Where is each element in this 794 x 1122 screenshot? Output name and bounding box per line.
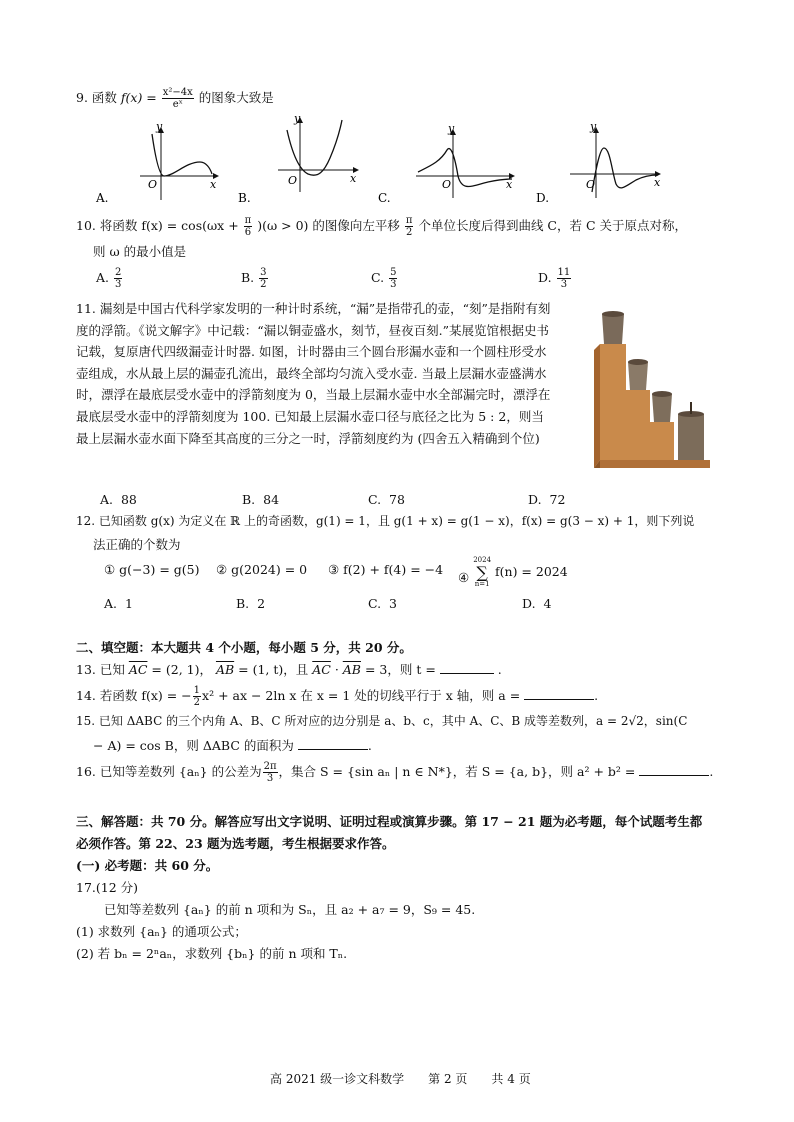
q11-text: 11. 漏刻是中国古代科学家发明的一种计时系统，“漏”是指带孔的壶，“刻”是指附有刻度的浮箭。《说文解字》中记载：“漏以铜壶盛水，刻节，昼夜百刻.”某展览馆根据史书记载，复原唐代四级漏壶计时器. 如图，计时器由三个圆台形漏水壶和一个圆柱形受水壶组成，水从最上层的漏壶孔流出，最终全部均匀流入受水壶. 当最上层漏水壶盛满水时，漂浮在最底层受水壶中的浮箭刻度为 0，当最上层漏水壶中水全部漏完时，漂浮在最底层受水壶中的浮箭刻度为 100. 已知最上层漏水壶口径与底径之比为 5 : 2，则当最上层漏水壶水面下降至其高度的三分之一时，浮箭刻度约为 (四舍五入精确到个位) xyxy=(76,301,551,446)
graph-a-y-label: y xyxy=(156,120,163,133)
q12-statement-4: ④ 2024 ∑ n=1 f(n) = 2024 xyxy=(458,556,568,588)
q17-part2: (2) 若 bₙ = 2ⁿaₙ，求数列 {bₙ} 的前 n 项和 Tₙ. xyxy=(76,946,348,961)
section2-title: 二、填空题：本大题共 4 个小题，每小题 5 分，共 20 分。 xyxy=(76,640,412,655)
q16-answer-blank[interactable] xyxy=(639,775,709,776)
q15-line1: 15. 已知 ΔABC 的三个内角 A、B、C 所对应的边分别是 a、b、c，其中 A、C、B 成等差数列，a = 2√2，sin(C xyxy=(76,714,688,728)
q12-option-c: C. 3 xyxy=(368,596,397,611)
q15-line2: − A) = cos B，则 ΔABC 的面积为 . xyxy=(93,738,372,753)
graph-c xyxy=(378,122,514,205)
graph-d-x-label: x xyxy=(654,176,661,189)
graph-d xyxy=(536,120,661,205)
q14: 14. 若函数 f(x) = − $\frac{1}{2}$ x² + ax − 2ln x 在 x = 1 处的切线平行于 x 轴，则 a = . xyxy=(76,685,599,708)
graph-b-y-label: y xyxy=(294,112,301,125)
q12-statement-2: ② g(2024) = 0 xyxy=(216,562,308,577)
q12-line1: 12. 已知函数 g(x) 为定义在 ℝ 上的奇函数，g(1) = 1，且 g(1 + x) = g(1 − x)，f(x) = g(3 − x) + 1，则下列说 xyxy=(76,514,695,528)
graph-d-origin: O xyxy=(586,178,596,191)
graph-b xyxy=(238,112,358,205)
page-footer: 高 2021 级一诊文科数学 第 2 页 共 4 页 xyxy=(270,1072,531,1086)
q10-option-c: C. $\frac{5}{3}$ xyxy=(371,267,397,290)
q11-option-a: A. 88 xyxy=(100,492,137,507)
section3-subtitle: (一) 必考题：共 60 分。 xyxy=(76,858,219,873)
q13-answer-blank[interactable] xyxy=(440,673,494,674)
graph-a xyxy=(95,120,218,205)
q9-stem: 9. 函数 f(x) = $\frac{\text{x²−4x}}{\text{eˣ}}$ 的图象大致是 xyxy=(76,87,274,110)
q10-options xyxy=(0,266,794,296)
q14-answer-blank[interactable] xyxy=(524,699,594,700)
graph-a-label: A. xyxy=(96,191,109,205)
graph-a-origin: O xyxy=(148,178,158,191)
graph-d-y-label: y xyxy=(590,120,597,133)
graph-b-x-label: x xyxy=(350,172,357,185)
graph-d-label: D. xyxy=(536,191,550,205)
q15-answer-blank[interactable] xyxy=(298,749,368,750)
graph-c-origin: O xyxy=(442,178,452,191)
q11-option-d: D. 72 xyxy=(528,492,566,507)
section3-title-line1: 三、解答题：共 70 分。解答应写出文字说明、证明过程或演算步骤。第 17 − 21 题为必考题，每个试题考生都 xyxy=(76,814,703,829)
clepsydra-image xyxy=(590,298,720,484)
graph-c-y-label: y xyxy=(448,122,455,135)
graph-c-label: C. xyxy=(378,191,391,205)
q12-statements xyxy=(0,556,794,590)
q12-option-d: D. 4 xyxy=(522,596,552,611)
q12-options xyxy=(0,592,794,616)
q10-option-a: A. $\frac{2}{3}$ xyxy=(96,267,122,290)
q17-part1: (1) 求数列 {aₙ} 的通项公式； xyxy=(76,924,247,939)
q10-line2: 则 ω 的最小值是 xyxy=(93,244,187,259)
q12-option-a: A. 1 xyxy=(104,596,133,611)
q10-option-b: B. $\frac{3}{2}$ xyxy=(241,267,267,290)
graph-b-label: B. xyxy=(238,191,251,205)
q13: 13. 已知 $\overline{AC} = (2$, 1)， $\overline{AB} = (1$, t)，且 $\overline{AC} \cdot \overline{AB} = 3$，则 t = . xyxy=(76,662,502,677)
graph-b-origin: O xyxy=(288,174,298,187)
graph-c-x-label: x xyxy=(506,178,513,191)
q10-option-d: D. $\frac{11}{3}$ xyxy=(538,267,571,290)
q11-option-b: B. 84 xyxy=(242,492,280,507)
q12-line2: 法正确的个数为 xyxy=(93,537,181,552)
q9-fraction: $\frac{\text{x²−4x}}{\text{eˣ}}$ xyxy=(162,87,193,110)
q11-options xyxy=(0,488,794,512)
section3-title-line2: 必须作答。第 22、23 题为选考题，考生根据要求作答。 xyxy=(76,836,395,851)
graph-a-x-label: x xyxy=(210,178,217,191)
q10-line1: 10. 将函数 f(x) = cos(ωx + $\frac{\pi}{6}$ )(ω > 0) 的图像向左平移 $\frac{\pi}{2}$ 个单位长度后得到曲线 C，若 C 关于原点对称， xyxy=(76,215,688,238)
q17-body: 已知等差数列 {aₙ} 的前 n 项和为 Sₙ，且 a₂ + a₇ = 9，S₉ = 45. xyxy=(104,902,476,917)
q12-option-b: B. 2 xyxy=(236,596,266,611)
q16: 16. 已知等差数列 {aₙ} 的公差为 $\frac{2\pi}{3}$ ，集合 S = {sin aₙ | n ∈ N*}，若 S = {a, b}，则 a² + b² = . xyxy=(76,761,714,784)
q12-statement-1: ① g(−3) = g(5) xyxy=(104,562,200,577)
q9-graphs xyxy=(90,112,680,208)
q12-statement-3: ③ f(2) + f(4) = −4 xyxy=(328,562,444,577)
q11-option-c: C. 78 xyxy=(368,492,405,507)
q17-header: 17.(12 分) xyxy=(76,880,139,895)
